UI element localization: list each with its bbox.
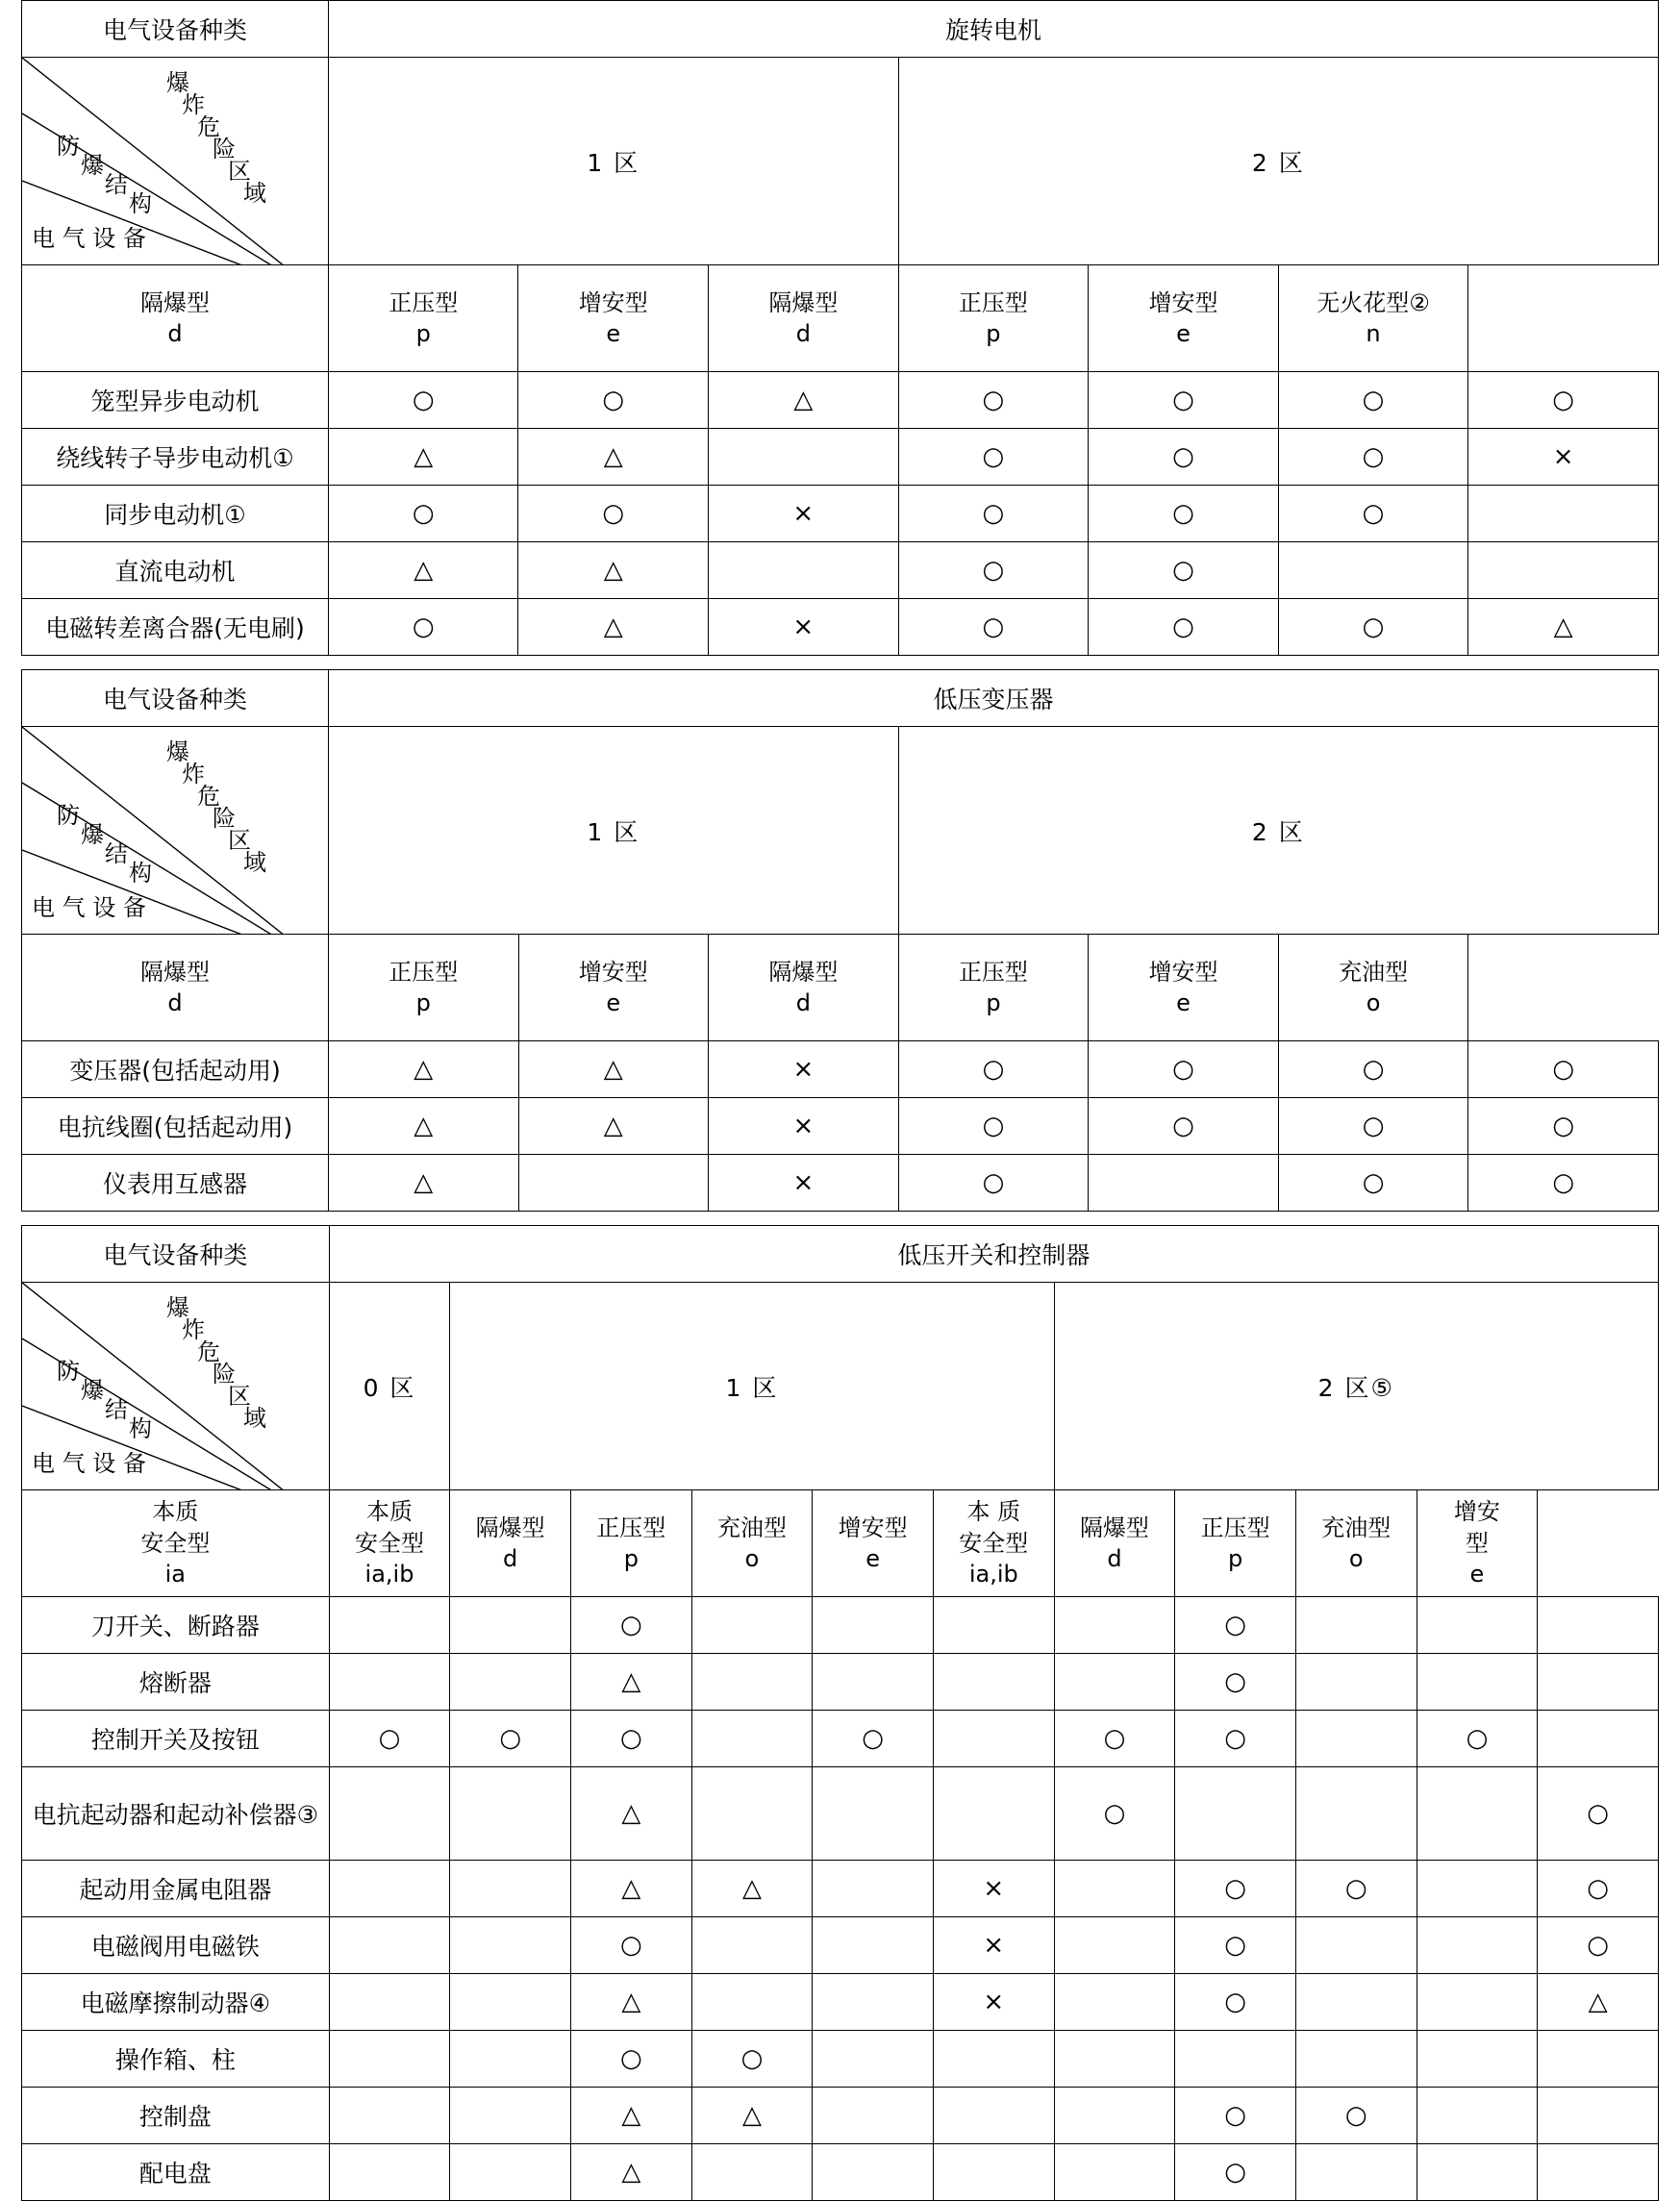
- applicability-mark: [450, 1654, 571, 1711]
- applicability-mark: ×: [933, 1861, 1054, 1917]
- protection-type-header: 充油型 o: [1295, 1490, 1417, 1597]
- applicability-mark: ×: [709, 1041, 899, 1098]
- applicability-mark: ×: [709, 599, 899, 656]
- applicability-mark: ○: [1089, 1041, 1279, 1098]
- applicability-mark: [933, 2088, 1054, 2144]
- protection-type-header: 隔爆型 d: [22, 265, 329, 372]
- applicability-mark: [1538, 1597, 1659, 1654]
- applicability-mark: [1538, 2031, 1659, 2088]
- applicability-mark: ○: [1175, 1917, 1296, 1974]
- applicability-mark: △: [518, 1098, 709, 1155]
- table-row: [22, 2031, 1659, 2088]
- applicability-mark: [329, 1861, 450, 1917]
- applicability-mark: [450, 1917, 571, 1974]
- applicability-mark: ○: [1417, 1711, 1538, 1767]
- applicability-mark: [691, 1654, 813, 1711]
- applicability-mark: △: [1538, 1974, 1659, 2031]
- table-row: [22, 1917, 1659, 1974]
- group-title: 低压开关和控制器: [329, 1226, 1658, 1283]
- applicability-mark: △: [328, 1041, 518, 1098]
- protection-type-header: 增安型 e: [813, 1490, 934, 1597]
- zone-row: [22, 1283, 1659, 1490]
- applicability-mark: [1468, 486, 1659, 542]
- applicability-mark: [709, 542, 899, 599]
- applicability-mark: △: [328, 429, 518, 486]
- applicability-mark: [813, 1861, 934, 1917]
- equipment-name: 同步电动机①: [22, 486, 329, 542]
- applicability-mark: ×: [709, 1155, 899, 1212]
- group-header-row: [22, 1, 1659, 58]
- section-rotating-machines: [21, 0, 1659, 656]
- applicability-mark: ○: [1175, 1974, 1296, 2031]
- corner-header-cell: [22, 58, 329, 265]
- applicability-mark: ○: [1278, 1098, 1468, 1155]
- applicability-mark: ○: [1295, 1861, 1417, 1917]
- applicability-mark: [1054, 1861, 1175, 1917]
- applicability-mark: ○: [518, 372, 709, 429]
- applicability-mark: ○: [1468, 372, 1659, 429]
- applicability-mark: [691, 1974, 813, 2031]
- applicability-mark: [813, 1917, 934, 1974]
- zone-header: 0 区: [329, 1283, 450, 1490]
- applicability-mark: [1054, 2144, 1175, 2201]
- applicability-mark: ○: [1089, 486, 1279, 542]
- applicability-mark: [1538, 1711, 1659, 1767]
- applicability-mark: [1295, 1767, 1417, 1861]
- applicability-mark: [329, 1597, 450, 1654]
- applicability-mark: ○: [898, 1155, 1089, 1212]
- table-row: [22, 429, 1659, 486]
- applicability-mark: [1538, 2144, 1659, 2201]
- applicability-mark: [1054, 2088, 1175, 2144]
- applicability-mark: [933, 2144, 1054, 2201]
- applicability-mark: ○: [1054, 1767, 1175, 1861]
- applicability-mark: [1278, 542, 1468, 599]
- applicability-mark: ○: [1468, 1041, 1659, 1098]
- applicability-mark: ×: [1468, 429, 1659, 486]
- protection-type-header: 无火花型② n: [1278, 265, 1468, 372]
- applicability-mark: [329, 2088, 450, 2144]
- protection-type-header: 增安型 e: [518, 935, 709, 1041]
- protection-type-header: 隔爆型 d: [22, 935, 329, 1041]
- applicability-mark: ○: [898, 1041, 1089, 1098]
- table-row: [22, 1597, 1659, 1654]
- applicability-mark: [1417, 2088, 1538, 2144]
- applicability-mark: ○: [1089, 372, 1279, 429]
- protection-type-header: 正压型 p: [898, 265, 1089, 372]
- applicability-mark: ○: [1538, 1861, 1659, 1917]
- applicability-mark: [691, 1711, 813, 1767]
- applicability-mark: [1054, 1974, 1175, 2031]
- protection-type-header: 增安型 e: [1089, 935, 1279, 1041]
- applicability-mark: [1054, 1597, 1175, 1654]
- applicability-mark: [1295, 1654, 1417, 1711]
- zone-row: [22, 727, 1659, 935]
- table-row: [22, 1711, 1659, 1767]
- table-row: [22, 599, 1659, 656]
- protection-type-header: 充油型 o: [691, 1490, 813, 1597]
- applicability-mark: [1295, 1711, 1417, 1767]
- protection-type-header: 本质 安全型 ia,ib: [329, 1490, 450, 1597]
- kind-header: 电气设备种类: [22, 670, 329, 727]
- applicability-mark: [1295, 1917, 1417, 1974]
- applicability-mark: △: [570, 2144, 691, 2201]
- protection-type-header: 正压型 p: [570, 1490, 691, 1597]
- applicability-mark: [933, 1767, 1054, 1861]
- section-gap: [0, 656, 1680, 669]
- applicability-mark: ○: [450, 1711, 571, 1767]
- type-row: [22, 1490, 1659, 1597]
- applicability-mark: ○: [1468, 1155, 1659, 1212]
- applicability-mark: △: [328, 1155, 518, 1212]
- table-row: [22, 542, 1659, 599]
- corner-label-equipment: 电 气 设 备: [32, 225, 146, 252]
- protection-type-header: 隔爆型 d: [709, 265, 899, 372]
- corner-label-equipment: 电 气 设 备: [32, 894, 146, 921]
- corner-label-zone: 爆 炸 危 险 区 域: [166, 738, 266, 876]
- applicability-mark: [1538, 1654, 1659, 1711]
- applicability-mark: ○: [329, 1711, 450, 1767]
- applicability-mark: ○: [1468, 1098, 1659, 1155]
- protection-type-header: 本 质 安全型 ia,ib: [933, 1490, 1054, 1597]
- kind-header: 电气设备种类: [22, 1226, 330, 1283]
- protection-type-header: 充油型 o: [1278, 935, 1468, 1041]
- applicability-mark: ×: [709, 486, 899, 542]
- applicability-mark: △: [570, 2088, 691, 2144]
- applicability-mark: [933, 1654, 1054, 1711]
- applicability-mark: ×: [933, 1974, 1054, 2031]
- applicability-mark: [1417, 1597, 1538, 1654]
- section-low-voltage-transformers: [21, 669, 1659, 1212]
- applicability-mark: [1054, 1654, 1175, 1711]
- applicability-mark: [813, 1974, 934, 2031]
- applicability-mark: [329, 2144, 450, 2201]
- equipment-name: 熔断器: [22, 1654, 330, 1711]
- equipment-name: 控制开关及按钮: [22, 1711, 330, 1767]
- equipment-name: 操作箱、柱: [22, 2031, 330, 2088]
- applicability-mark: [450, 2088, 571, 2144]
- corner-label-zone: 爆 炸 危 险 区 域: [166, 1294, 266, 1432]
- zone-header: 1 区: [328, 727, 898, 935]
- applicability-mark: [1468, 542, 1659, 599]
- applicability-mark: ○: [570, 1711, 691, 1767]
- applicability-mark: [1295, 2144, 1417, 2201]
- applicability-mark: [329, 2031, 450, 2088]
- table-row: [22, 1767, 1659, 1861]
- protection-type-header: 正压型 p: [328, 935, 518, 1041]
- applicability-mark: △: [518, 542, 709, 599]
- applicability-mark: ○: [691, 2031, 813, 2088]
- applicability-mark: [813, 1597, 934, 1654]
- table-row: [22, 2088, 1659, 2144]
- applicability-mark: [709, 429, 899, 486]
- table-row: [22, 1654, 1659, 1711]
- applicability-mark: ○: [1278, 1041, 1468, 1098]
- applicability-mark: [1417, 1861, 1538, 1917]
- protection-type-header: 隔爆型 d: [709, 935, 899, 1041]
- applicability-mark: [518, 1155, 709, 1212]
- zone-header: 2 区: [898, 727, 1658, 935]
- applicability-mark: ○: [518, 486, 709, 542]
- type-row: [22, 935, 1659, 1041]
- equipment-name: 笼型异步电动机: [22, 372, 329, 429]
- applicability-mark: △: [691, 1861, 813, 1917]
- equipment-name: 控制盘: [22, 2088, 330, 2144]
- applicability-mark: [813, 1767, 934, 1861]
- applicability-mark: [1295, 1597, 1417, 1654]
- kind-header: 电气设备种类: [22, 1, 329, 58]
- applicability-mark: [1175, 2031, 1296, 2088]
- corner-label-structure: 防 爆 结 构: [57, 802, 152, 887]
- applicability-mark: [329, 1917, 450, 1974]
- applicability-mark: ○: [1089, 429, 1279, 486]
- applicability-mark: ○: [898, 372, 1089, 429]
- applicability-mark: [813, 2144, 934, 2201]
- applicability-mark: ○: [1089, 1098, 1279, 1155]
- equipment-name: 直流电动机: [22, 542, 329, 599]
- applicability-mark: [1417, 1917, 1538, 1974]
- protection-type-header: 隔爆型 d: [450, 1490, 571, 1597]
- applicability-mark: ○: [1278, 1155, 1468, 1212]
- group-title: 旋转电机: [328, 1, 1658, 58]
- applicability-mark: [1054, 1917, 1175, 1974]
- equipment-name: 电磁阀用电磁铁: [22, 1917, 330, 1974]
- applicability-mark: ○: [1538, 1767, 1659, 1861]
- protection-type-header: 隔爆型 d: [1054, 1490, 1175, 1597]
- table-row: [22, 1041, 1659, 1098]
- corner-label-equipment: 电 气 设 备: [32, 1450, 146, 1477]
- applicability-mark: [813, 2088, 934, 2144]
- table-row: [22, 372, 1659, 429]
- equipment-name: 电抗线圈(包括起动用): [22, 1098, 329, 1155]
- applicability-mark: ○: [1054, 1711, 1175, 1767]
- equipment-name: 电抗起动器和起动补偿器③: [22, 1767, 330, 1861]
- type-row: [22, 265, 1659, 372]
- applicability-mark: [450, 2144, 571, 2201]
- applicability-mark: [933, 1711, 1054, 1767]
- zone-row: [22, 58, 1659, 265]
- applicability-mark: [1417, 1767, 1538, 1861]
- applicability-mark: ○: [898, 542, 1089, 599]
- applicability-mark: ○: [1538, 1917, 1659, 1974]
- applicability-mark: ○: [898, 1098, 1089, 1155]
- applicability-mark: △: [328, 542, 518, 599]
- applicability-mark: [813, 2031, 934, 2088]
- applicability-mark: [450, 1974, 571, 2031]
- protection-type-header: 增安型 e: [518, 265, 709, 372]
- applicability-mark: ○: [1175, 1654, 1296, 1711]
- applicability-mark: [1417, 1654, 1538, 1711]
- applicability-mark: [450, 1597, 571, 1654]
- equipment-name: 配电盘: [22, 2144, 330, 2201]
- zone-header: 2 区⑤: [1054, 1283, 1658, 1490]
- applicability-mark: [1295, 1974, 1417, 2031]
- applicability-mark: △: [518, 1041, 709, 1098]
- applicability-mark: [813, 1654, 934, 1711]
- applicability-mark: △: [691, 2088, 813, 2144]
- applicability-mark: △: [570, 1654, 691, 1711]
- applicability-mark: ○: [328, 372, 518, 429]
- applicability-mark: △: [518, 429, 709, 486]
- equipment-name: 变压器(包括起动用): [22, 1041, 329, 1098]
- table-row: [22, 2144, 1659, 2201]
- applicability-mark: ○: [1175, 1861, 1296, 1917]
- corner-header-cell: [22, 727, 329, 935]
- applicability-mark: ○: [1175, 1597, 1296, 1654]
- equipment-name: 电磁摩擦制动器④: [22, 1974, 330, 2031]
- protection-type-header: 增安型 e: [1089, 265, 1279, 372]
- applicability-mark: [1295, 2031, 1417, 2088]
- protection-type-header: 本质 安全型 ia: [22, 1490, 330, 1597]
- applicability-mark: [450, 1767, 571, 1861]
- applicability-mark: ○: [328, 486, 518, 542]
- equipment-name: 起动用金属电阻器: [22, 1861, 330, 1917]
- applicability-mark: ○: [898, 429, 1089, 486]
- applicability-mark: [1175, 1767, 1296, 1861]
- corner-label-structure: 防 爆 结 构: [57, 1358, 152, 1442]
- applicability-mark: ○: [1295, 2088, 1417, 2144]
- applicability-mark: △: [709, 372, 899, 429]
- applicability-mark: ○: [1278, 486, 1468, 542]
- applicability-mark: ○: [813, 1711, 934, 1767]
- applicability-mark: △: [570, 1974, 691, 2031]
- applicability-mark: [1089, 1155, 1279, 1212]
- equipment-name: 仪表用互感器: [22, 1155, 329, 1212]
- corner-label-structure: 防 爆 结 构: [57, 133, 152, 217]
- protection-type-header: 正压型 p: [1175, 1490, 1296, 1597]
- applicability-mark: △: [518, 599, 709, 656]
- applicability-mark: ○: [570, 1597, 691, 1654]
- applicability-mark: ○: [1089, 542, 1279, 599]
- applicability-mark: ○: [898, 486, 1089, 542]
- applicability-mark: ○: [898, 599, 1089, 656]
- applicability-mark: △: [328, 1098, 518, 1155]
- table-row: [22, 1861, 1659, 1917]
- applicability-mark: [691, 2144, 813, 2201]
- equipment-name: 绕线转子导步电动机①: [22, 429, 329, 486]
- applicability-mark: [691, 1917, 813, 1974]
- table-row: [22, 1155, 1659, 1212]
- applicability-mark: ○: [1278, 372, 1468, 429]
- zone-header: 1 区: [450, 1283, 1054, 1490]
- group-header-row: [22, 670, 1659, 727]
- corner-header-cell: [22, 1283, 330, 1490]
- protection-type-header: 正压型 p: [328, 265, 518, 372]
- applicability-mark: ○: [1175, 2144, 1296, 2201]
- applicability-mark: ○: [570, 1917, 691, 1974]
- protection-type-header: 正压型 p: [898, 935, 1089, 1041]
- applicability-mark: [1417, 2031, 1538, 2088]
- equipment-name: 电磁转差离合器(无电刷): [22, 599, 329, 656]
- table-row: [22, 1098, 1659, 1155]
- applicability-mark: [691, 1597, 813, 1654]
- table-row: [22, 486, 1659, 542]
- protection-type-header: 增安 型 e: [1417, 1490, 1538, 1597]
- applicability-mark: [329, 1767, 450, 1861]
- group-title: 低压变压器: [328, 670, 1658, 727]
- applicability-mark: ○: [1089, 599, 1279, 656]
- applicability-mark: [1417, 2144, 1538, 2201]
- applicability-mark: [329, 1654, 450, 1711]
- applicability-mark: [329, 1974, 450, 2031]
- applicability-mark: △: [1468, 599, 1659, 656]
- equipment-name: 刀开关、断路器: [22, 1597, 330, 1654]
- applicability-mark: ○: [1278, 429, 1468, 486]
- section-low-voltage-switches: [21, 1225, 1659, 2201]
- applicability-mark: [1054, 2031, 1175, 2088]
- applicability-mark: [450, 1861, 571, 1917]
- applicability-mark: ○: [570, 2031, 691, 2088]
- applicability-mark: [691, 1767, 813, 1861]
- applicability-mark: [933, 2031, 1054, 2088]
- applicability-mark: ○: [1278, 599, 1468, 656]
- group-header-row: [22, 1226, 1659, 1283]
- applicability-mark: ×: [709, 1098, 899, 1155]
- applicability-mark: △: [570, 1767, 691, 1861]
- applicability-mark: ×: [933, 1917, 1054, 1974]
- applicability-mark: ○: [328, 599, 518, 656]
- applicability-mark: ○: [1175, 2088, 1296, 2144]
- applicability-mark: [1417, 1974, 1538, 2031]
- zone-header: 1 区: [328, 58, 898, 265]
- applicability-mark: [450, 2031, 571, 2088]
- applicability-mark: [933, 1597, 1054, 1654]
- applicability-mark: ○: [1175, 1711, 1296, 1767]
- applicability-mark: △: [570, 1861, 691, 1917]
- section-gap: [0, 1212, 1680, 1225]
- corner-label-zone: 爆 炸 危 险 区 域: [166, 69, 266, 207]
- zone-header: 2 区: [898, 58, 1658, 265]
- table-row: [22, 1974, 1659, 2031]
- applicability-mark: [1538, 2088, 1659, 2144]
